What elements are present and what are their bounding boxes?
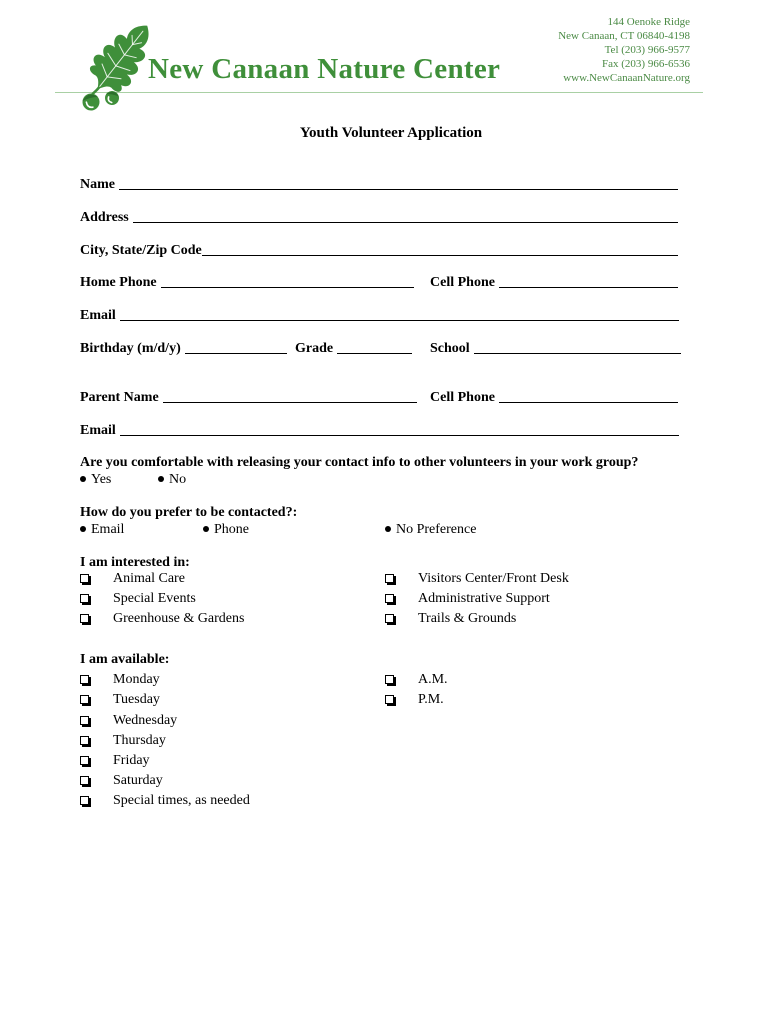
contact-phone-option[interactable] <box>203 521 249 539</box>
address-street: 144 Oenoke Ridge <box>607 16 690 28</box>
checkbox-label: A.M. <box>418 672 448 687</box>
interests-heading: I am interested in: <box>80 555 190 570</box>
option-label: No <box>169 472 187 487</box>
available-friday-checkbox[interactable] <box>80 752 150 770</box>
available-tuesday-checkbox[interactable] <box>80 691 160 709</box>
interest-animal-care-checkbox[interactable] <box>80 570 185 588</box>
interest-special-events-checkbox[interactable] <box>80 590 196 608</box>
cell-phone-row <box>430 273 678 291</box>
acorn <box>81 92 102 113</box>
available-special-times-checkbox[interactable] <box>80 792 250 810</box>
available-saturday-checkbox[interactable] <box>80 772 163 790</box>
availability-heading: I am available: <box>80 652 170 667</box>
checkbox-label: Friday <box>113 753 150 768</box>
cell-phone-label: Cell Phone <box>430 275 495 290</box>
interest-visitors-center-checkbox[interactable] <box>385 570 569 588</box>
bullet-icon <box>80 526 86 532</box>
share-contact-no-option[interactable] <box>158 471 186 489</box>
birthday-field[interactable] <box>185 341 287 354</box>
checkbox-label: Tuesday <box>113 692 160 707</box>
grade-field[interactable] <box>337 341 412 354</box>
org-name: New Canaan Nature Center <box>148 53 501 85</box>
oak-leaf-logo-icon <box>74 22 154 114</box>
option-label: Yes <box>91 472 112 487</box>
checkbox-label: Thursday <box>113 733 166 748</box>
contact-email-option[interactable] <box>80 521 124 539</box>
option-label: Phone <box>214 522 249 537</box>
name-field[interactable] <box>119 177 678 190</box>
birthday-label: Birthday (m/d/y) <box>80 341 181 356</box>
checkbox-icon <box>385 675 394 684</box>
grade-row <box>295 339 412 357</box>
cell-phone-field[interactable] <box>499 275 678 288</box>
checkbox-label: Animal Care <box>113 571 185 586</box>
checkbox-icon <box>80 716 89 725</box>
address-field[interactable] <box>133 210 678 223</box>
checkbox-label: Administrative Support <box>418 591 550 606</box>
available-monday-checkbox[interactable] <box>80 671 160 689</box>
checkbox-icon <box>80 695 89 704</box>
page-title: Youth Volunteer Application <box>299 125 483 141</box>
home-phone-field[interactable] <box>161 275 414 288</box>
option-label: No Preference <box>396 522 477 537</box>
name-label: Name <box>80 177 115 192</box>
interest-administrative-support-checkbox[interactable] <box>385 590 550 608</box>
checkbox-label: Special Events <box>113 591 196 606</box>
home-phone-label: Home Phone <box>80 275 157 290</box>
parent-email-row <box>80 421 679 439</box>
checkbox-icon <box>80 614 89 623</box>
parent-cell-phone-field[interactable] <box>499 390 678 403</box>
available-pm-checkbox[interactable] <box>385 691 444 709</box>
checkbox-label: Monday <box>113 672 160 687</box>
address-fax: Fax (203) 966-6536 <box>602 58 690 70</box>
contact-preference-question: How do you prefer to be contacted?: <box>80 505 298 520</box>
email-field[interactable] <box>120 308 679 321</box>
available-thursday-checkbox[interactable] <box>80 732 166 750</box>
address-block <box>558 15 690 85</box>
address-website: www.NewCanaanNature.org <box>563 72 690 84</box>
checkbox-label: Visitors Center/Front Desk <box>418 571 569 586</box>
school-field[interactable] <box>474 341 681 354</box>
checkbox-icon <box>385 594 394 603</box>
checkbox-icon <box>385 614 394 623</box>
checkbox-icon <box>80 675 89 684</box>
interest-greenhouse-gardens-checkbox[interactable] <box>80 610 244 628</box>
checkbox-icon <box>385 574 394 583</box>
available-am-checkbox[interactable] <box>385 671 448 689</box>
address-city: New Canaan, CT 06840-4198 <box>558 30 690 42</box>
checkbox-icon <box>80 736 89 745</box>
address-label: Address <box>80 210 129 225</box>
checkbox-icon <box>80 776 89 785</box>
bullet-icon <box>158 476 164 482</box>
parent-email-field[interactable] <box>120 423 679 436</box>
checkbox-label: Trails & Grounds <box>418 611 517 626</box>
checkbox-icon <box>80 796 89 805</box>
school-label: School <box>430 341 470 356</box>
checkbox-icon <box>80 574 89 583</box>
email-label: Email <box>80 308 116 323</box>
parent-name-label: Parent Name <box>80 390 159 405</box>
home-phone-row <box>80 273 414 291</box>
share-contact-yes-option[interactable] <box>80 471 111 489</box>
parent-name-row <box>80 388 417 406</box>
parent-email-label: Email <box>80 423 116 438</box>
birthday-row <box>80 339 287 357</box>
parent-cell-phone-label: Cell Phone <box>430 390 495 405</box>
bullet-icon <box>203 526 209 532</box>
share-contact-question: Are you comfortable with releasing your contact info to other volunteers in your work group? <box>80 455 639 470</box>
address-row <box>80 208 678 226</box>
name-row <box>80 175 678 193</box>
checkbox-label: Wednesday <box>113 713 178 728</box>
option-label: Email <box>91 522 125 537</box>
bullet-icon <box>80 476 86 482</box>
school-row <box>430 339 681 357</box>
city-state-zip-field[interactable] <box>202 243 678 256</box>
email-row <box>80 306 679 324</box>
grade-label: Grade <box>295 341 334 356</box>
parent-name-field[interactable] <box>163 390 417 403</box>
city-state-zip-label: City, State/Zip Code <box>80 243 202 258</box>
checkbox-label: Saturday <box>113 773 163 788</box>
contact-no-preference-option[interactable] <box>385 521 476 539</box>
checkbox-icon <box>385 695 394 704</box>
interest-trails-grounds-checkbox[interactable] <box>385 610 516 628</box>
checkbox-label: Greenhouse & Gardens <box>113 611 245 626</box>
bullet-icon <box>385 526 391 532</box>
available-wednesday-checkbox[interactable] <box>80 712 177 730</box>
checkbox-icon <box>80 756 89 765</box>
checkbox-label: Special times, as needed <box>113 793 250 808</box>
checkbox-icon <box>80 594 89 603</box>
address-phone: Tel (203) 966-9577 <box>604 44 690 56</box>
checkbox-label: P.M. <box>418 692 444 707</box>
acorn <box>104 90 120 106</box>
city-state-zip-row <box>80 241 678 259</box>
parent-cell-phone-row <box>430 388 678 406</box>
